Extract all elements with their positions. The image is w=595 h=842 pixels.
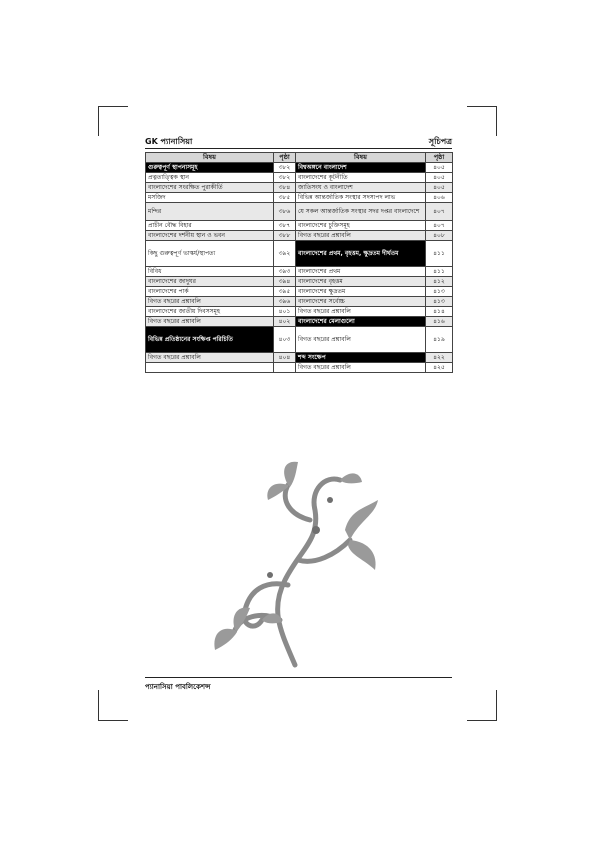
page-number: ৪০৮: [426, 231, 453, 241]
column-header-page: পৃষ্ঠা: [426, 153, 453, 163]
crop-mark: [467, 720, 497, 721]
topic-label: বিগত বছরের প্রশ্নাবলি: [146, 353, 274, 363]
page-number: ৩৯৬: [274, 297, 296, 307]
page-number: ৪১৩: [426, 287, 453, 297]
topic-label: বাংলাদেশের সর্বোচ্চ: [296, 297, 426, 307]
page-number: ৩৮৪: [274, 183, 296, 193]
crop-mark: [98, 106, 128, 107]
page-number: ৩৮৬: [274, 203, 296, 221]
table-row: [146, 317, 453, 327]
page-number: ৩৮৭: [274, 221, 296, 231]
topic-label: বাংলাদেশের দর্শনীয় স্থান ও ভবন: [146, 231, 274, 241]
topic-label: জাতিসংঘ ও বাংলাদেশ: [296, 183, 426, 193]
topic-label: বিগত বছরের প্রশ্নাবলি: [146, 297, 274, 307]
page-number: ৩৯৪: [274, 277, 296, 287]
page-number: ৪১৬: [426, 317, 453, 327]
page-number: ৪২২: [426, 353, 453, 363]
page-number: ৪১১: [426, 267, 453, 277]
page-number: ৩৮৫: [274, 193, 296, 203]
table-row: [146, 277, 453, 287]
topic-label: বাংলাদেশের জাতীয় দিবসসমূহ: [146, 307, 274, 317]
column-header-page: পৃষ্ঠা: [274, 153, 296, 163]
crop-mark: [98, 720, 128, 721]
topic-label: বাংলাদেশের চুক্তিসমূহ: [296, 221, 426, 231]
table-row: [146, 193, 453, 203]
page-number: ৪২৫: [426, 363, 453, 373]
page-number: ৪০৪: [274, 353, 296, 363]
page-number: ৪০৫: [426, 173, 453, 183]
topic-label: বাংলাদেশের কূটনীতি: [296, 173, 426, 183]
topic-label: বিগত বছরের প্রশ্নাবলি: [296, 307, 426, 317]
page-number: ৩৯২: [274, 241, 296, 267]
page-number: ৪০১: [274, 307, 296, 317]
column-header-subject: বিষয়: [296, 153, 426, 163]
page-number: ৪০৭: [426, 221, 453, 231]
topic-label: বিবিধ: [146, 267, 274, 277]
page-number: ৩৮২: [274, 163, 296, 173]
topic-label: বাংলাদেশের প্রথম: [296, 267, 426, 277]
section-heading: গুরুত্বপূর্ণ স্থাপনাসমূহ: [146, 163, 274, 173]
page-number: ৪১২: [426, 277, 453, 287]
section-heading: বাংলাদেশের মেলাগুলো: [296, 317, 426, 327]
topic-label: বিগত বছরের প্রশ্নাবলি: [296, 363, 426, 373]
table-row: [146, 231, 453, 241]
page-number: ৪১৪: [426, 307, 453, 317]
section-heading: বিভিন্ন প্রতিষ্ঠানের সংক্ষিপ্ত পরিচিতি: [146, 327, 274, 353]
topic-label: প্রাচীন বৌদ্ধ বিহার: [146, 221, 274, 231]
table-row: [146, 241, 453, 267]
topic-label: বাংলাদেশের পার্ক: [146, 287, 274, 297]
page-number: ৪০৬: [426, 193, 453, 203]
topic-label: বিগত বছরের প্রশ্নাবলি: [146, 317, 274, 327]
page-number: ৪১৯: [426, 327, 453, 353]
page-number: ৪১১: [426, 241, 453, 267]
table-row: [146, 203, 453, 221]
crop-mark: [467, 106, 497, 107]
table-row: [146, 297, 453, 307]
page-number: ৪০৫: [426, 163, 453, 173]
book-title: GK প্যানাসিয়া: [145, 137, 193, 146]
page-number: ৩৯৩: [274, 267, 296, 277]
table-row: [146, 267, 453, 277]
topic-label: বিগত বছরের প্রশ্নাবলি: [296, 327, 426, 353]
topic-label: [146, 363, 274, 373]
topic-label: মন্দির: [146, 203, 274, 221]
table-row: [146, 327, 453, 353]
topic-label: প্রত্নতাত্ত্বিক স্থান: [146, 173, 274, 183]
topic-label: বাংলাদেশের ক্ষুদ্রতম: [296, 287, 426, 297]
publisher-name: প্যানাসিয়া পাবলিকেশন্স: [145, 683, 211, 691]
page-number: ৩৮২: [274, 173, 296, 183]
page-number: ৪০৩: [274, 327, 296, 353]
page-number: ৪০৭: [426, 203, 453, 221]
topic-label: বাংলাদেশের সংরক্ষিত পুরাকীর্তি: [146, 183, 274, 193]
footer-divider: [145, 677, 452, 678]
table-row: [146, 307, 453, 317]
column-header-subject: বিষয়: [146, 153, 274, 163]
table-row: [146, 353, 453, 363]
crop-mark: [496, 106, 497, 136]
table-row: [146, 287, 453, 297]
table-row: [146, 163, 453, 173]
page-number: [274, 363, 296, 373]
crop-mark: [98, 690, 99, 720]
topic-label: মসজিদ: [146, 193, 274, 203]
page-header: [145, 136, 452, 149]
section-heading: বিশ্বঅঙ্গনে বাংলাদেশ: [296, 163, 426, 173]
page-number: ৩৮৮: [274, 231, 296, 241]
floral-ornament-icon: [210, 460, 380, 670]
page-number: ৩৯৫: [274, 287, 296, 297]
contents-table: [145, 152, 453, 373]
topic-label: বিভিন্ন আন্তর্জাতিক সংস্থার সদস্যপদ লাভ: [296, 193, 426, 203]
table-row: [146, 363, 453, 373]
page-number: ৪১৩: [426, 297, 453, 307]
crop-mark: [496, 690, 497, 720]
section-heading: বাংলাদেশের প্রথম, বৃহত্তম, ক্ষুদ্রতম দীর্ঘতম: [296, 241, 426, 267]
page-number: ৪০২: [274, 317, 296, 327]
section-heading: শব্দ সংক্ষেপ: [296, 353, 426, 363]
topic-label: বাংলাদেশের জাদুঘর: [146, 277, 274, 287]
table-row: [146, 173, 453, 183]
table-row: [146, 221, 453, 231]
topic-label: যে সকল আন্তর্জাতিক সংস্থার সদর দপ্তর বাংলাদেশে: [296, 203, 426, 221]
table-row: [146, 183, 453, 193]
topic-label: কিছু গুরুত্বপূর্ণ ভাস্কর্য/স্থাপত্য: [146, 241, 274, 267]
page-number: ৪০৫: [426, 183, 453, 193]
topic-label: বিগত বছরের প্রশ্নাবলি: [296, 231, 426, 241]
section-title: সূচিপত্র: [428, 137, 452, 146]
crop-mark: [98, 106, 99, 136]
table-header-row: [146, 153, 453, 163]
topic-label: বাংলাদেশের বৃহত্তম: [296, 277, 426, 287]
